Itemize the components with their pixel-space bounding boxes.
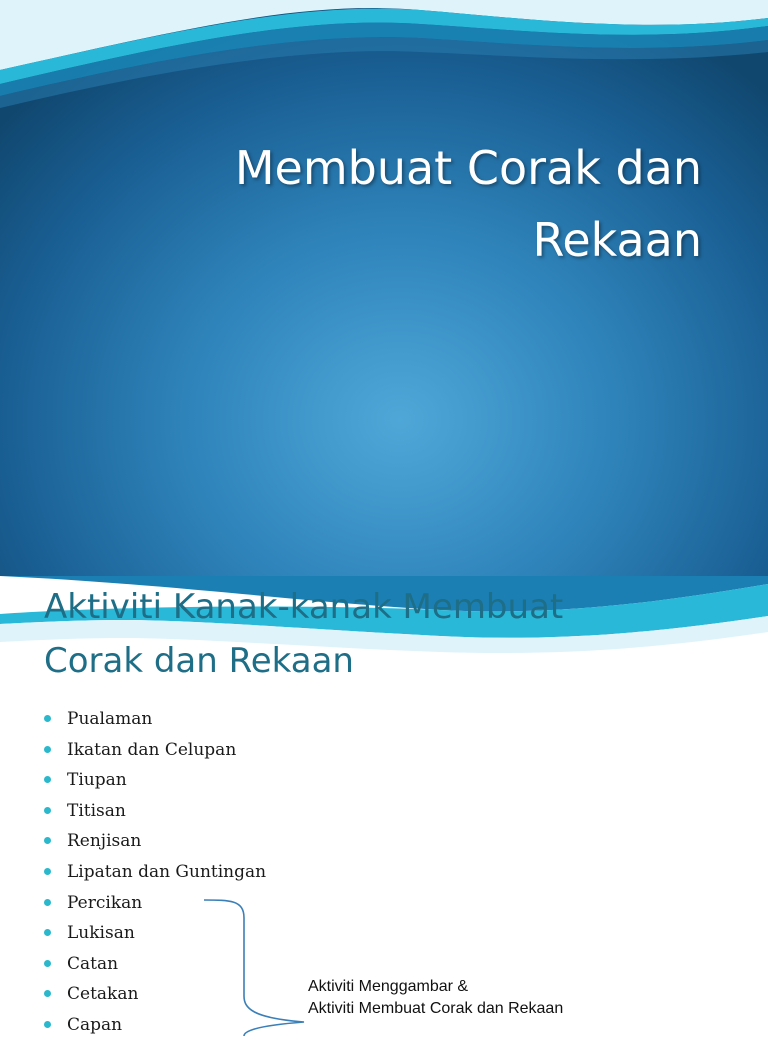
bullet-icon xyxy=(44,960,51,967)
bullet-icon xyxy=(44,1021,51,1028)
bullet-icon xyxy=(44,746,51,753)
list-item-label: Capan xyxy=(67,1014,123,1035)
annotation-line-1: Aktiviti Menggambar & xyxy=(308,978,469,995)
slide-1-title xyxy=(102,132,702,276)
bullet-icon xyxy=(44,990,51,997)
slide-2 xyxy=(0,576,768,1035)
bullet-icon xyxy=(44,807,51,814)
list-item-label: Catan xyxy=(67,953,119,974)
brace-annotation xyxy=(308,976,563,1020)
bullet-icon xyxy=(44,715,51,722)
bullet-icon xyxy=(44,899,51,906)
list-item-label: Lipatan dan Guntingan xyxy=(67,861,267,882)
slide-1-wave-decoration xyxy=(0,0,768,120)
list-item xyxy=(44,737,266,768)
list-item xyxy=(44,767,266,798)
slide-2-title xyxy=(44,580,744,688)
list-item-label: Tiupan xyxy=(67,770,127,791)
list-item xyxy=(44,798,266,829)
slide-2-title-line-2: Corak dan Rekaan xyxy=(44,641,354,681)
slide-2-title-line-1: Aktiviti Kanak-kanak Membuat xyxy=(44,587,564,627)
list-item xyxy=(44,828,266,859)
slide-1-title-line-1: Membuat Corak dan xyxy=(234,141,702,195)
list-item-label: Ikatan dan Celupan xyxy=(67,739,237,760)
curly-brace-icon xyxy=(200,896,310,1036)
bullet-icon xyxy=(44,868,51,875)
list-item-label: Renjisan xyxy=(67,831,142,852)
annotation-line-2: Aktiviti Membuat Corak dan Rekaan xyxy=(308,1000,564,1017)
list-item-label: Percikan xyxy=(67,892,143,913)
slide-1-title-line-2: Rekaan xyxy=(532,213,702,267)
list-item-label: Pualaman xyxy=(67,709,153,729)
list-item-label: Cetakan xyxy=(67,984,139,1005)
list-item-label: Titisan xyxy=(67,800,126,821)
list-item-label: Lukisan xyxy=(67,923,135,944)
bullet-icon xyxy=(44,929,51,936)
bullet-icon xyxy=(44,776,51,783)
list-item xyxy=(44,706,266,737)
list-item xyxy=(44,859,266,890)
bullet-icon xyxy=(44,837,51,844)
